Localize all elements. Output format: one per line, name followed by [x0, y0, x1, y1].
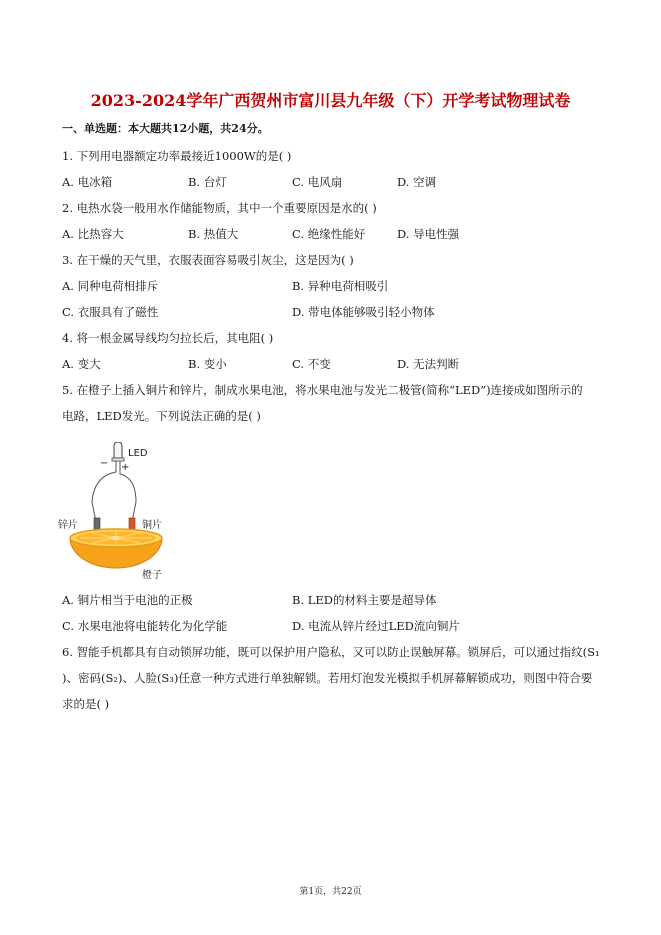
page-footer: 第1页，共22页: [299, 887, 362, 897]
q3-option-d[interactable]: D. 带电体能够吸引轻小物体: [292, 305, 435, 319]
orange-label: 橙子: [142, 570, 162, 581]
q2-option-c[interactable]: C. 绝缘性能好: [292, 227, 366, 241]
q4-option-b[interactable]: B. 变小: [188, 357, 227, 371]
question-1-stem: 1. 下列用电器额定功率最接近1000W的是( ): [62, 149, 292, 163]
fruit-battery-figure: [56, 442, 186, 592]
q1-option-a[interactable]: A. 电冰箱: [62, 175, 113, 189]
q5-option-d[interactable]: D. 电流从锌片经过LED流向铜片: [292, 619, 460, 633]
copper-label: 铜片: [142, 520, 162, 531]
wire-left: [92, 461, 116, 522]
q5-option-b[interactable]: B. LED的材料主要是超导体: [292, 593, 437, 607]
q2-option-a[interactable]: A. 比热容大: [62, 227, 124, 241]
q4-option-c[interactable]: C. 不变: [292, 357, 331, 371]
led-icon: [112, 442, 124, 461]
question-2-stem: 2. 电热水袋一般用水作储能物质，其中一个重要原因是水的( ): [62, 201, 377, 215]
q1-option-b[interactable]: B. 台灯: [188, 175, 227, 189]
orange-icon: [70, 529, 162, 568]
led-label: LED: [128, 448, 148, 459]
q1-option-d[interactable]: D. 空调: [397, 175, 437, 189]
question-4-stem: 4. 将一根金属导线均匀拉长后，其电阻( ): [62, 331, 274, 345]
question-6-stem-line-3: 求的是( ): [62, 697, 110, 711]
q5-option-c[interactable]: C. 水果电池将电能转化为化学能: [62, 619, 228, 633]
q1-option-c[interactable]: C. 电风扇: [292, 175, 343, 189]
exam-title: 2023-2024学年广西贺州市富川县九年级（下）开学考试物理试卷: [90, 91, 571, 110]
q4-option-a[interactable]: A. 变大: [62, 357, 101, 371]
q3-option-a[interactable]: A. 同种电荷相排斥: [62, 279, 159, 293]
plus-sign: +: [121, 462, 130, 473]
question-6-stem-line-1: 6. 智能手机都具有自动锁屏功能，既可以保护用户隐私，又可以防止误触屏幕。锁屏后，可以通过指纹(S₁: [62, 645, 600, 659]
q2-option-d[interactable]: D. 导电性强: [397, 227, 460, 241]
question-6-stem-line-2: )、密码(S₂)、人脸(S₃)任意一种方式进行单独解锁。若用灯泡发光模拟手机屏幕解锁成功，则图中符合要: [62, 671, 593, 685]
question-5-stem-line-2: 电路，LED发光。下列说法正确的是( ): [62, 409, 261, 423]
zinc-label: 锌片: [58, 520, 78, 531]
question-5-stem-line-1: 5. 在橙子上插入铜片和锌片，制成水果电池，将水果电池与发光二极管(简称“LED”)连接成如图所示的: [62, 383, 583, 397]
question-3-stem: 3. 在干燥的天气里，衣服表面容易吸引灰尘，这是因为( ): [62, 253, 354, 267]
q3-option-c[interactable]: C. 衣服具有了磁性: [62, 305, 159, 319]
q2-option-b[interactable]: B. 热值大: [188, 227, 239, 241]
q3-option-b[interactable]: B. 异种电荷相吸引: [292, 279, 389, 293]
section-heading: 一、单选题：本大题共12小题，共24分。: [62, 122, 269, 135]
minus-sign: −: [100, 458, 109, 469]
q4-option-d[interactable]: D. 无法判断: [397, 357, 460, 371]
q5-option-a[interactable]: A. 铜片相当于电池的正极: [62, 593, 193, 607]
